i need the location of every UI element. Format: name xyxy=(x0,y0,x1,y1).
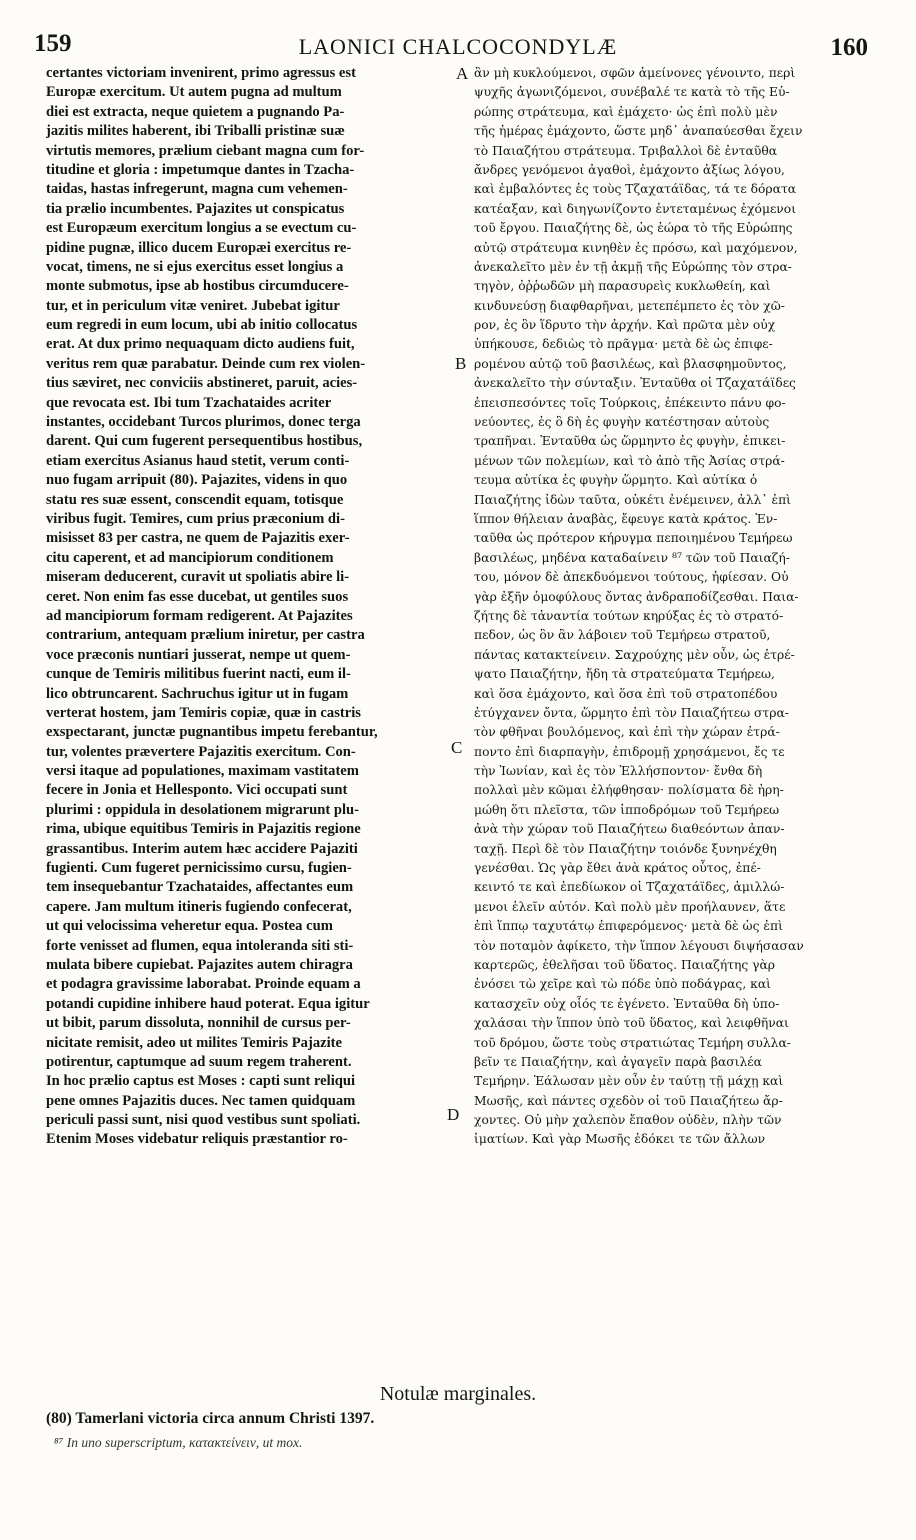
latin-text-line: miseram deducerent, curavit ut spoliatis abire li- xyxy=(46,569,350,586)
greek-text-line: Παιαζήτης ἰδὼν ταῦτα, οὐκέτι ἐνέμεινεν, ἀλλ᾽ ἐπὶ xyxy=(474,492,791,507)
greek-text-line: τευμα αὐτίκα ἐς φυγὴν ὥρμητο. Καὶ αὐτίκα ὁ xyxy=(474,473,758,488)
greek-text-line: μενοι ἑλεῖν αὐτόν. Καὶ πολὺ μὲν προήλαυνεν, ἅτε xyxy=(474,899,786,914)
latin-text-line: etiam exercitus Asianus haud stetit, verum conti- xyxy=(46,452,350,469)
greek-text-line: ταῦθα ὡς πρότερον κήρυγμα πεποιημένου Τεμήρεω xyxy=(474,531,793,546)
greek-text-line: νεύοντες, ἐς ὃ δὴ ἐς φυγὴν κατέστησαν αὐτοὺς xyxy=(474,415,770,430)
greek-text-line: αὐτῷ στράτευμα κινηθὲν ἐς πρόσω, καὶ μαχόμενον, xyxy=(474,240,798,255)
latin-text-line: tem insequebantur Tzachataides, affectantes eum xyxy=(46,879,354,896)
latin-text-line: potandi cupidine inhibere haud poterat. Equa igitur xyxy=(46,995,370,1012)
greek-text-line: τηγὸν, ὀῤῥωδῶν μὴ παρασυρεὶς κυκλωθείη, καὶ xyxy=(474,279,771,294)
greek-text-line: ψατο Παιαζήτην, ἤδη τὰ στρατεύματα Τεμήρεω, xyxy=(474,667,775,682)
latin-text-line: que revocata est. Ibi tum Tzachataides acriter xyxy=(46,394,332,411)
latin-text-line: pene omnes Pajazitis duces. Nec tamen quidquam xyxy=(46,1092,356,1109)
latin-text-line: rima, ubique equitibus Temiris in Pajazitis regione xyxy=(46,821,361,838)
latin-column xyxy=(46,64,446,1150)
latin-text-line: mulata bibere cupiebat. Pajazites autem chiragra xyxy=(46,956,353,973)
greek-text-line: ἀνεκαλεῖτο τὴν σύνταξιν. Ἐνταῦθα οἱ Τζαχατάϊδες xyxy=(474,376,796,391)
latin-text-line: erat. At dux primo nequaquam dicto audiens fuit, xyxy=(46,336,355,353)
latin-text-line: verterat hostem, jam Temiris copiæ, quæ in castris xyxy=(46,704,361,721)
section-marker-c: C xyxy=(451,738,463,757)
latin-text-line: est Europæum exercitum longius a se evectum cu- xyxy=(46,220,357,237)
latin-text-line: nicitate remisit, adeo ut milites Temiris Pajazite xyxy=(46,1034,343,1051)
latin-text-line: citu caperent, et ad mancipiorum conditionem xyxy=(46,549,334,566)
greek-text-line: βασιλέως, μηδένα καταδαίνειν ⁸⁷ τῶν τοῦ Παιαζή- xyxy=(474,550,790,565)
greek-text-line: του, μόνον δὲ ἀπεκδυόμενοι τούτους, ἠφίεσαν. Οὐ xyxy=(474,570,789,585)
latin-text-line: ut bibit, parum dissoluta, nonnihil de cursus per- xyxy=(46,1015,351,1032)
latin-text-line: monte submotus, ipse ab hostibus circumducere- xyxy=(46,278,349,295)
latin-text-line: capere. Jam multum itineris fugiendo confecerat, xyxy=(46,898,352,915)
greek-text-line: τὸν ποταμὸν ἀφίκετο, τὴν ἵππον λέγουσι διψήσασαν xyxy=(474,938,804,953)
greek-text-line: κατασχεῖν οὐχ οἷός τε ἐγένετο. Ἐνταῦθα δὴ ὑπο- xyxy=(474,996,780,1011)
greek-text-line: ταχῇ. Περὶ δὲ τὸν Παιαζήτην τοιόνδε ξυνηνέχθη xyxy=(474,841,777,856)
latin-text-line: Europæ exercitum. Ut autem pugna ad multum xyxy=(46,84,342,101)
latin-text-line: jazitis milites haberent, ibi Triballi pristinæ suæ xyxy=(46,123,345,140)
greek-text-line: κατέαξαν, καὶ διηγωνίζοντο ἐντεταμένως ἐχόμενοι xyxy=(474,201,797,216)
latin-text-line: titudine et gloria : impetumque dantes in Tzacha- xyxy=(46,161,355,178)
latin-text-line: versi itaque ad populationes, maximam vastitatem xyxy=(46,763,359,780)
footnote-80: (80) Tamerlani victoria circa annum Christi 1397. xyxy=(46,1410,375,1427)
latin-text-line: et podagra gravissime laborabat. Proinde equam a xyxy=(46,976,361,993)
latin-text-line: vocat, timens, ne si ejus exercitus esset longius a xyxy=(46,258,344,275)
greek-text-line: ἀνὰ τὴν χώραν τοῦ Παιαζήτεω διαθεόντων ἀπαν- xyxy=(474,822,785,837)
greek-text-line: ἐτύγχανεν ὄντα, ὥρμητο ἐπὶ τὸν Παιαζήτεω στρα- xyxy=(474,705,789,720)
greek-text-line: χοντες. Οὐ μὴν χαλεπὸν ἔπαθον οὐδὲν, πλὴν τῶν xyxy=(474,1113,782,1128)
latin-text-line: certantes victoriam invenirent, primo agressus est xyxy=(46,65,356,81)
latin-text-line: tius sæviret, nec conviciis abstineret, paruit, acies- xyxy=(46,375,358,392)
latin-text-line: statu res suæ essent, conscendit equam, totisque xyxy=(46,491,344,508)
latin-text-line: In hoc prælio captus est Moses : capti sunt reliqui xyxy=(46,1073,356,1090)
latin-text-line: grassantibus. Interim autem hæc accidere Pajaziti xyxy=(46,840,358,857)
greek-text-line: καὶ ἐμβαλόντες ἐς τοὺς Τζαχατάϊδας, τά τε δόρατα xyxy=(474,182,797,197)
greek-text-line: πάντας κατακτείνειν. Σαχρούχης μὲν οὖν, ὡς ἐτρέ- xyxy=(474,647,795,662)
section-marker-d: D xyxy=(447,1105,460,1124)
greek-text-line: γὰρ ἐξῆν ὁμοφύλους ὄντας ἀνδραποδίζεσθαι. Παια- xyxy=(474,589,799,604)
latin-text-line: exspectarant, junctæ pugnantibus impetu ferebantur, xyxy=(46,724,378,741)
section-marker-a: A xyxy=(456,64,469,83)
latin-text-line: ad mancipiorum formam redigerent. At Pajazites xyxy=(46,607,353,624)
latin-text-line: virtutis memores, prælium ciebant magna cum for- xyxy=(46,142,365,159)
latin-text-line: potirentur, captumque ad suum regem traherent. xyxy=(46,1053,352,1070)
greek-text-line: ἀνεκαλεῖτο μὲν ἐν τῇ ἀκμῇ τῆς Εὐρώπης τὸν στρα- xyxy=(474,259,792,274)
latin-text-line: tia prælio incumbentes. Pajazites ut conspicatus xyxy=(46,200,345,217)
running-title: LAONICI CHALCOCONDYLÆ xyxy=(298,34,618,59)
section-marker-b: B xyxy=(455,354,467,373)
greek-text-line: ἐνόσει τὼ χεῖρε καὶ τὼ πόδε ὑπὸ ποδάγρας, καὶ xyxy=(474,977,771,992)
greek-text-line: Τεμήρην. Ἑάλωσαν μὲν οὖν ἐν ταύτῃ τῇ μάχῃ καὶ xyxy=(474,1074,784,1089)
greek-text-line: τοῦ ἔργου. Παιαζήτης δὲ, ὡς ἑώρα τὸ τῆς Εὐρώπης xyxy=(474,221,793,236)
greek-text-line: ἄνδρες γενόμενοι ἀγαθοὶ, ἐμάχοντο ἀξίως λόγου, xyxy=(474,162,785,177)
greek-text-line: Μωσῆς, καὶ πάντες σχεδὸν οἱ τοῦ Παιαζήτεω ἄρ- xyxy=(474,1093,783,1108)
latin-text-line: fecere in Jonia et Hellesponto. Vici occupati sunt xyxy=(46,782,348,799)
page-number-right: 160 xyxy=(830,34,868,61)
greek-text-line: καρτερῶς, ἐθελῆσαι τοῦ ὕδατος. Παιαζήτης γὰρ xyxy=(474,957,776,972)
latin-text-line: veritus rem quæ parabatur. Deinde cum rex violen- xyxy=(46,355,366,372)
greek-text-line: τὸ Παιαζήτου στράτευμα. Τριβαλλοὶ δὲ ἐνταῦθα xyxy=(474,143,778,158)
latin-text-line: contrarium, antequam prælium iniretur, per castra xyxy=(46,627,365,644)
latin-text-line: pidine pugnæ, illico ducem Europæi exercitus re- xyxy=(46,239,352,256)
latin-text-line: nuo fugam arripuit (80). Pajazites, videns in quo xyxy=(46,472,348,489)
greek-text-line: ἐπεισπεσόντες τοῖς Τούρκοις, ἐπέκειντο πάνυ φο- xyxy=(474,395,786,410)
greek-column xyxy=(474,64,886,1150)
greek-text-line: ἐπὶ ἵππῳ ταχυτάτῳ ἐπιφερόμενος· μετὰ δὲ ὡς ἐπὶ xyxy=(474,919,783,934)
latin-text-line: Etenim Moses videbatur reliquis præstantior ro- xyxy=(46,1131,348,1148)
greek-text-line: ἵππον θήλειαν ἀναβὰς, ἔφευγε κατὰ κράτος. Ἐν- xyxy=(474,511,778,526)
latin-text-line: darent. Qui cum fugerent persequentibus hostibus, xyxy=(46,433,363,450)
greek-text-line: καὶ ὅσα ἐμάχοντο, καὶ ὅσα ἐπὶ τοῦ στρατοπέδου xyxy=(474,686,778,701)
latin-text-line: ut qui velocissima veheretur equa. Postea cum xyxy=(46,918,333,935)
greek-text-line: ὑπήκουσε, δεδιὼς τὸ πρᾶγμα· μετὰ δὲ ὡς ἐπιφε- xyxy=(474,337,773,352)
latin-text-line: periculi passi sunt, nisi quod vestibus sunt spoliati. xyxy=(46,1112,361,1129)
greek-text-line: ρώπης στράτευμα, καὶ ἐμάχετο· ὡς ἐπὶ πολὺ μὲν xyxy=(474,104,778,119)
greek-text-line: ἱματίων. Καὶ γὰρ Μωσῆς ἐδόκει τε τῶν ἄλλων xyxy=(474,1132,766,1147)
latin-text-line: taidas, hastas infregerunt, magna cum vehemen- xyxy=(46,181,348,198)
greek-text-line: βεῖν τε Παιαζήτην, καὶ ἀγαγεῖν παρὰ βασιλέα xyxy=(474,1054,762,1069)
greek-text-line: χαλάσαι τὴν ἵππον ὑπὸ τοῦ ὕδατος, καὶ λειφθῆναι xyxy=(474,1016,789,1031)
greek-text-line: τραπῆναι. Ἐνταῦθα ὡς ὥρμηντο ἐς φυγὴν, ἐπικει- xyxy=(474,434,786,449)
greek-text-line: κινδυνεύσῃ διαφθαρῆναι, μετεπέμπετο ἐς τὸν χῶ- xyxy=(474,298,785,313)
latin-text-line: instantes, occidebant Turcos plurimos, donec terga xyxy=(46,414,361,431)
greek-text-line: τοῦ δρόμου, ὥστε τοὺς στρατιώτας Τεμήρη συλλα- xyxy=(474,1035,791,1050)
greek-text-line: ρομένου αὐτῷ τοῦ βασιλέως, καὶ βλασφημοῦντος, xyxy=(474,356,787,371)
footnote-87: ⁸⁷ In uno superscriptum, κατακτείνειν, ut mox. xyxy=(54,1435,303,1450)
latin-text-line: ceret. Non enim fas esse ducebat, ut gentiles suos xyxy=(46,588,349,605)
latin-text-line: viribus fugit. Temires, cum prius præconium di- xyxy=(46,510,345,527)
greek-text-line: μένων τῶν πολεμίων, καὶ τὸ ἀπὸ τῆς Ἀσίας στρά- xyxy=(474,453,785,468)
latin-text-line: voce præconis nuntiari jusserat, nempe ut quem- xyxy=(46,646,351,663)
latin-text-line: misisset 83 per castra, ne quem de Pajazitis exer- xyxy=(46,530,350,547)
greek-text-line: μώθη ὅτι πλεῖστα, τῶν ἱπποδρόμων τοῦ Τεμήρεω xyxy=(474,802,780,817)
latin-text-line: fugienti. Cum fugeret pernicissimo cursu, fugien- xyxy=(46,860,352,877)
latin-text-line: cunque de Temiris militibus fuerint nacti, eum il- xyxy=(46,666,351,683)
page-header xyxy=(0,30,916,66)
latin-text-line: eum regredi in eum locum, ubi ab initio collocatus xyxy=(46,317,358,334)
latin-text-line: tur, volentes prævertere Pajazitis exercitum. Con- xyxy=(46,743,356,760)
greek-text-line: ζήτης δὲ τἀναντία τούτων κηρύξας ἐς τὸ στρατό- xyxy=(474,608,784,623)
greek-text-line: τὸν φθῆναι βουλόμενος, καὶ ἐπὶ τὴν χώραν ἐτρά- xyxy=(474,725,780,740)
greek-text-line: ρον, ἐς ὃν ἵδρυτο τὴν ἀρχήν. Καὶ πρῶτα μὲν οὐχ xyxy=(474,318,776,333)
greek-text-line: πεδον, ὡς ὃν ἂν λάβοιεν τοῦ Τεμήρεω στρατοῦ, xyxy=(474,628,771,643)
latin-text-line: forte venisset ad flumen, equa intoleranda siti sti- xyxy=(46,937,354,954)
latin-text-line: lico obtruncarent. Sachruchus igitur ut in fugam xyxy=(46,685,349,702)
latin-text-line: plurimi : oppidula in desolationem migrarunt plu- xyxy=(46,801,360,818)
greek-text-line: τῆς ἡμέρας ἐμάχοντο, ὥστε μηδ᾽ ἀναπαύεσθαι ἔχειν xyxy=(474,124,803,139)
greek-text-line: γενέσθαι. Ὡς γὰρ ἔθει ἀνὰ κράτος οὗτος, ἐπέ- xyxy=(474,861,761,876)
greek-text-line: πολλαὶ μὲν κῶμαι ἐλήφθησαν· πολίσματα δὲ ἠρη- xyxy=(474,783,784,798)
notes-title: Notulæ marginales. xyxy=(379,1383,537,1405)
greek-text-line: ἂν μὴ κυκλούμενοι, σφῶν ἀμείνονες γένοιντο, περὶ xyxy=(474,66,796,80)
greek-text-line: κειντό τε καὶ ἐπεδίωκον οἱ Τζαχατάϊδες, ἁμιλλώ- xyxy=(474,880,785,895)
greek-text-line: ψυχῆς ἀγωνιζόμενοι, συνέβαλέ τε κατὰ τὸ τῆς Εὐ- xyxy=(474,85,790,100)
latin-text-line: tur, et in periculum vitæ veniret. Jubebat igitur xyxy=(46,297,340,314)
page-number-left: 159 xyxy=(34,30,72,57)
greek-text-line: ποντο ἐπὶ διαρπαγὴν, ἐπιδρομῇ χρησάμενοι, ἔς τε xyxy=(474,744,785,759)
latin-text-line: diei est extracta, neque quietem a pugnando Pa- xyxy=(46,103,345,120)
greek-text-line: τὴν Ἰωνίαν, καὶ ἐς τὸν Ἑλλήσποντον· ἔνθα δὴ xyxy=(474,764,763,779)
